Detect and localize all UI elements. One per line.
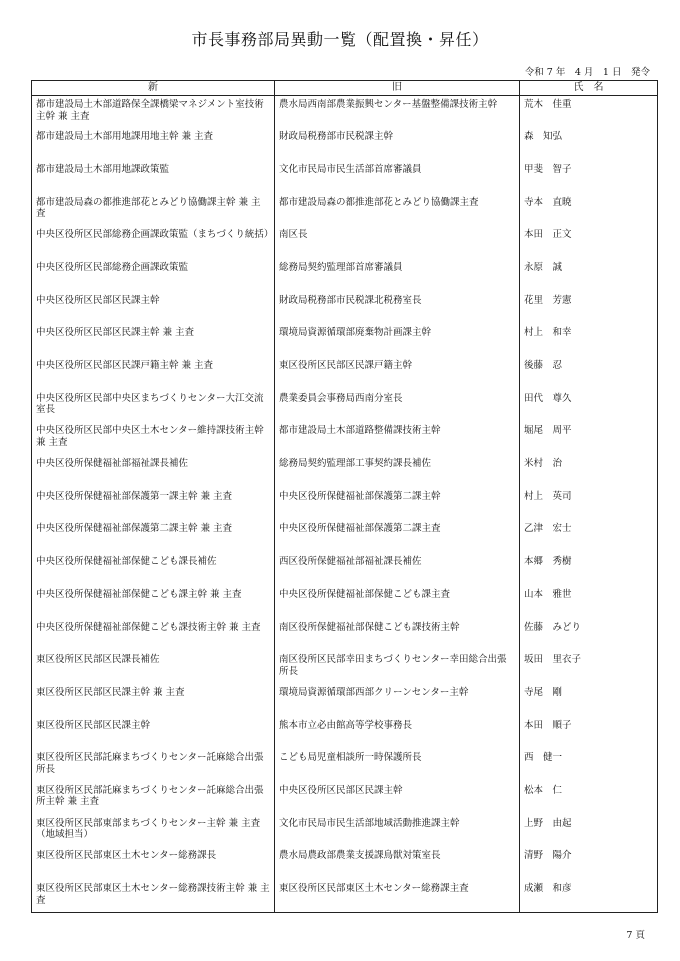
cell-name: 佐藤 みどり [520,619,658,652]
cell-new-position: 都市建設局土木部用地課政策監 [32,161,275,194]
cell-old-position: 中央区役所区民部区民課主幹 [275,782,520,815]
table-row [32,684,658,717]
cell-new-position: 東区役所区民部区民課主幹 [32,717,275,750]
cell-new-position: 都市建設局土木部道路保全課橋梁マネジメント室技術主幹 兼 主査 [32,96,275,129]
table-row [32,553,658,586]
cell-new-position: 東区役所区民部東部まちづくりセンター主幹 兼 主査（地域担当） [32,815,275,848]
table-row [32,619,658,652]
cell-old-position: 農業委員会事務局西南分室長 [275,390,520,423]
cell-old-position: 熊本市立必由館高等学校事務長 [275,717,520,750]
cell-old-position: 南区長 [275,226,520,259]
cell-name: 村上 英司 [520,488,658,521]
cell-name: 荒木 佳重 [520,96,658,129]
header-new: 新 [32,81,275,96]
cell-old-position: 西区役所保健福祉部福祉課長補佐 [275,553,520,586]
cell-new-position: 東区役所区民部東区土木センター総務課長 [32,847,275,880]
cell-name: 後藤 忍 [520,357,658,390]
page-title: 市長事務部局異動一覧（配置換・昇任） [191,30,489,49]
cell-new-position: 中央区役所区民部中央区土木センター維持課技術主幹 兼 主査 [32,422,275,455]
table-row [32,651,658,684]
cell-name: 成瀬 和彦 [520,880,658,913]
table-row [32,815,658,848]
table-row [32,128,658,161]
cell-name: 清野 陽介 [520,847,658,880]
table-row [32,782,658,815]
table-row [32,357,658,390]
cell-old-position: 東区役所区民部区民課戸籍主幹 [275,357,520,390]
table-row [32,96,658,129]
cell-new-position: 中央区役所保健福祉部保健こども課技術主幹 兼 主査 [32,619,275,652]
table-row [32,161,658,194]
cell-new-position: 中央区役所区民部総務企画課政策監 [32,259,275,292]
cell-name: 寺本 直暁 [520,194,658,227]
cell-new-position: 東区役所区民部区民課主幹 兼 主査 [32,684,275,717]
cell-old-position: 南区役所区民部幸田まちづくりセンター幸田総合出張所長 [275,651,520,684]
table-row [32,292,658,325]
cell-old-position: こども局児童相談所一時保護所長 [275,749,520,782]
cell-name: 坂田 里衣子 [520,651,658,684]
cell-name: 村上 和幸 [520,324,658,357]
table-row [32,586,658,619]
cell-name: 松本 仁 [520,782,658,815]
page-number: 7 頁 [626,930,645,941]
cell-name: 花里 芳憲 [520,292,658,325]
cell-new-position: 東区役所区民部託麻まちづくりセンター託麻総合出張所長 [32,749,275,782]
table-row [32,847,658,880]
table-row [32,520,658,553]
cell-name: 米村 治 [520,455,658,488]
cell-old-position: 都市建設局森の都推進部花とみどり協働課主査 [275,194,520,227]
table-row [32,422,658,455]
table-row [32,259,658,292]
cell-name: 乙津 宏士 [520,520,658,553]
cell-new-position: 中央区役所保健福祉部保健こども課主幹 兼 主査 [32,586,275,619]
table-header-row [32,81,658,96]
cell-new-position: 東区役所区民部区民課長補佐 [32,651,275,684]
cell-new-position: 中央区役所保健福祉部保護第二課主幹 兼 主査 [32,520,275,553]
cell-name: 森 知弘 [520,128,658,161]
header-old: 旧 [275,81,520,96]
table-row [32,226,658,259]
cell-old-position: 環境局資源循環部廃棄物計画課主幹 [275,324,520,357]
cell-old-position: 南区役所保健福祉部保健こども課技術主幹 [275,619,520,652]
table-row [32,455,658,488]
table-row [32,749,658,782]
cell-name: 堀尾 周平 [520,422,658,455]
cell-new-position: 都市建設局森の都推進部花とみどり協働課主幹 兼 主査 [32,194,275,227]
table-row [32,488,658,521]
cell-old-position: 文化市民局市民生活部地域活動推進課主幹 [275,815,520,848]
cell-old-position: 東区役所区民部東区土木センター総務課主査 [275,880,520,913]
cell-name: 田代 尊久 [520,390,658,423]
cell-name: 上野 由起 [520,815,658,848]
cell-old-position: 都市建設局土木部道路整備課技術主幹 [275,422,520,455]
cell-name: 本郷 秀樹 [520,553,658,586]
cell-name: 甲斐 智子 [520,161,658,194]
cell-new-position: 中央区役所区民部区民課主幹 兼 主査 [32,324,275,357]
header-name: 氏 名 [520,81,658,96]
cell-new-position: 中央区役所保健福祉部保護第一課主幹 兼 主査 [32,488,275,521]
cell-new-position: 中央区役所区民部区民課戸籍主幹 兼 主査 [32,357,275,390]
cell-name: 本田 順子 [520,717,658,750]
table-row [32,390,658,423]
cell-name: 山本 雅世 [520,586,658,619]
cell-old-position: 中央区役所保健福祉部保健こども課主査 [275,586,520,619]
cell-old-position: 財政局税務部市民税課北税務室長 [275,292,520,325]
cell-old-position: 総務局契約監理部工事契約課長補佐 [275,455,520,488]
cell-new-position: 都市建設局土木部用地課用地主幹 兼 主査 [32,128,275,161]
table-row [32,717,658,750]
cell-old-position: 中央区役所保健福祉部保護第二課主幹 [275,488,520,521]
table-row [32,324,658,357]
cell-old-position: 中央区役所保健福祉部保護第二課主査 [275,520,520,553]
table-row [32,194,658,227]
cell-new-position: 中央区役所区民部区民課主幹 [32,292,275,325]
cell-name: 西 健一 [520,749,658,782]
cell-new-position: 東区役所区民部託麻まちづくりセンター託麻総合出張所主幹 兼 主査 [32,782,275,815]
cell-name: 寺尾 剛 [520,684,658,717]
cell-old-position: 農水局西南部農業振興センター基盤整備課技術主幹 [275,96,520,129]
cell-old-position: 文化市民局市民生活部首席審議員 [275,161,520,194]
cell-old-position: 財政局税務部市民税課主幹 [275,128,520,161]
cell-new-position: 中央区役所区民部総務企画課政策監（まちづくり統括） [32,226,275,259]
cell-new-position: 中央区役所保健福祉部保健こども課長補佐 [32,553,275,586]
personnel-table [31,80,658,913]
cell-old-position: 総務局契約監理部首席審議員 [275,259,520,292]
cell-name: 本田 正文 [520,226,658,259]
issue-date: 令和 7 年 4 月 1 日 発令 [524,67,650,78]
cell-name: 永原 誠 [520,259,658,292]
cell-new-position: 中央区役所区民部中央区まちづくりセンター大江交流室長 [32,390,275,423]
cell-new-position: 東区役所区民部東区土木センター総務課技術主幹 兼 主査 [32,880,275,913]
cell-new-position: 中央区役所保健福祉部福祉課長補佐 [32,455,275,488]
table-row [32,880,658,913]
cell-old-position: 環境局資源循環部西部クリーンセンター主幹 [275,684,520,717]
cell-old-position: 農水局農政部農業支援課鳥獣対策室長 [275,847,520,880]
